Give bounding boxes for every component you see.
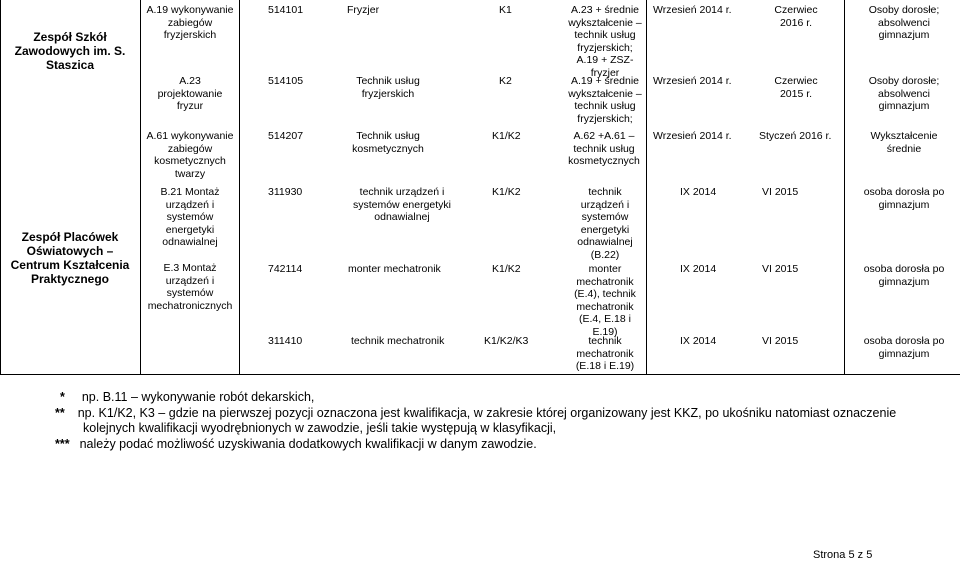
start-date: Wrzesień 2014 r. <box>653 4 732 16</box>
target-group: osoba dorosła po gimnazjum <box>863 335 945 360</box>
target-group: Wykształcenie średnie <box>870 130 938 155</box>
footnote-text: np. K1/K2, K3 – gdzie na pierwszej pozycji oznaczona jest kwalifikacja, w zakresie której organizowany jest KKZ, po ukośniku natomiast oznaczenie <box>77 406 897 420</box>
start-date: Wrzesień 2014 r. <box>653 75 732 87</box>
school-name: Zespół Szkół Zawodowych im. S. Staszica <box>14 30 126 72</box>
start-date: Wrzesień 2014 r. <box>653 130 732 142</box>
footnote-mark: * <box>60 390 65 404</box>
end-date: VI 2015 <box>762 335 799 347</box>
profession-name: Technik usług kosmetycznych <box>352 130 424 155</box>
target-group: osoba dorosła po gimnazjum <box>863 263 945 288</box>
table-row <box>0 0 960 79</box>
profession-name: technik urządzeń i systemów energetyki odnawialnej <box>352 186 452 223</box>
course-type: K1/K2 <box>492 263 521 275</box>
profession-name: monter mechatronik <box>348 263 441 275</box>
profession-name: technik mechatronik <box>351 335 445 347</box>
qualification-item: A.23 projektowanie fryzur <box>157 75 223 112</box>
page-number: Strona 5 z 5 <box>813 549 873 561</box>
base-qualification: technik urządzeń i systemów energetyki odnawialnej (B.22) <box>577 186 633 261</box>
qualification-item: A.61 wykonywanie zabiegów kosmetycznych twarzy <box>146 130 234 180</box>
end-date: Czerwiec 2015 r. <box>774 75 818 100</box>
footnote <box>55 406 896 421</box>
footnote-continuation: kolejnych kwalifikacji wyodrębnionych w zawodzie, jeśli takie występują w klasyfikacji, <box>83 421 557 435</box>
base-qualification: technik mechatronik (E.18 i E.19) <box>575 335 635 372</box>
profession-code: 514101 <box>268 4 304 16</box>
footnote <box>60 390 314 405</box>
qualification-item: B.21 Montaż urządzeń i systemów energetyki odnawialnej <box>160 186 220 248</box>
profession-code: 514207 <box>268 130 304 142</box>
footnote-text: należy podać możliwość uzyskiwania dodatkowych kwalifikacji w danym zawodzie. <box>79 437 537 451</box>
start-date: IX 2014 <box>680 263 717 275</box>
end-date: Czerwiec 2016 r. <box>774 4 818 29</box>
course-type: K1/K2 <box>492 186 521 198</box>
end-date: Styczeń 2016 r. <box>759 130 832 142</box>
footnote-mark: ** <box>55 406 65 420</box>
base-qualification: monter mechatronik (E.4), technik mechatronik (E.4, E.18 i E.19) <box>574 263 636 338</box>
base-qualification: A.19 + średnie wykształcenie – technik usług fryzjerskich; <box>568 75 642 125</box>
profession-code: 311410 <box>268 335 303 347</box>
base-qualification: A.62 +A.61 – technik usług kosmetycznych <box>568 130 640 167</box>
school-name: Zespół Placówek Oświatowych – Centrum Kształcenia Praktycznego <box>10 230 130 286</box>
footnote-mark: *** <box>55 437 70 451</box>
target-group: osoba dorosła po gimnazjum <box>863 186 945 211</box>
end-date: VI 2015 <box>762 186 799 198</box>
course-type: K2 <box>499 75 512 87</box>
footnote-text: np. B.11 – wykonywanie robót dekarskich, <box>81 390 315 404</box>
course-type: K1 <box>499 4 512 16</box>
table-border-bottom <box>0 374 960 375</box>
profession-code: 311930 <box>268 186 303 198</box>
base-qualification: A.23 + średnie wykształcenie – technik usług fryzjerskich; A.19 + ZSZ-fryzjer <box>568 4 642 79</box>
profession-code: 514105 <box>268 75 304 87</box>
target-group: Osoby dorosłe; absolwenci gimnazjum <box>868 4 940 41</box>
course-type: K1/K2 <box>492 130 521 142</box>
start-date: IX 2014 <box>680 335 717 347</box>
end-date: VI 2015 <box>762 263 799 275</box>
qualification-item: A.19 wykonywanie zabiegów fryzjerskich <box>146 4 234 41</box>
qualification-item: E.3 Montaż urządzeń i systemów mechatronicznych <box>147 262 233 312</box>
footnote <box>55 437 537 452</box>
profession-name: Fryzjer <box>347 4 380 16</box>
profession-name: Technik usług fryzjerskich <box>356 75 420 100</box>
start-date: IX 2014 <box>680 186 717 198</box>
course-type: K1/K2/K3 <box>484 335 529 347</box>
target-group: Osoby dorosłe; absolwenci gimnazjum <box>868 75 940 112</box>
profession-code: 742114 <box>268 263 303 275</box>
